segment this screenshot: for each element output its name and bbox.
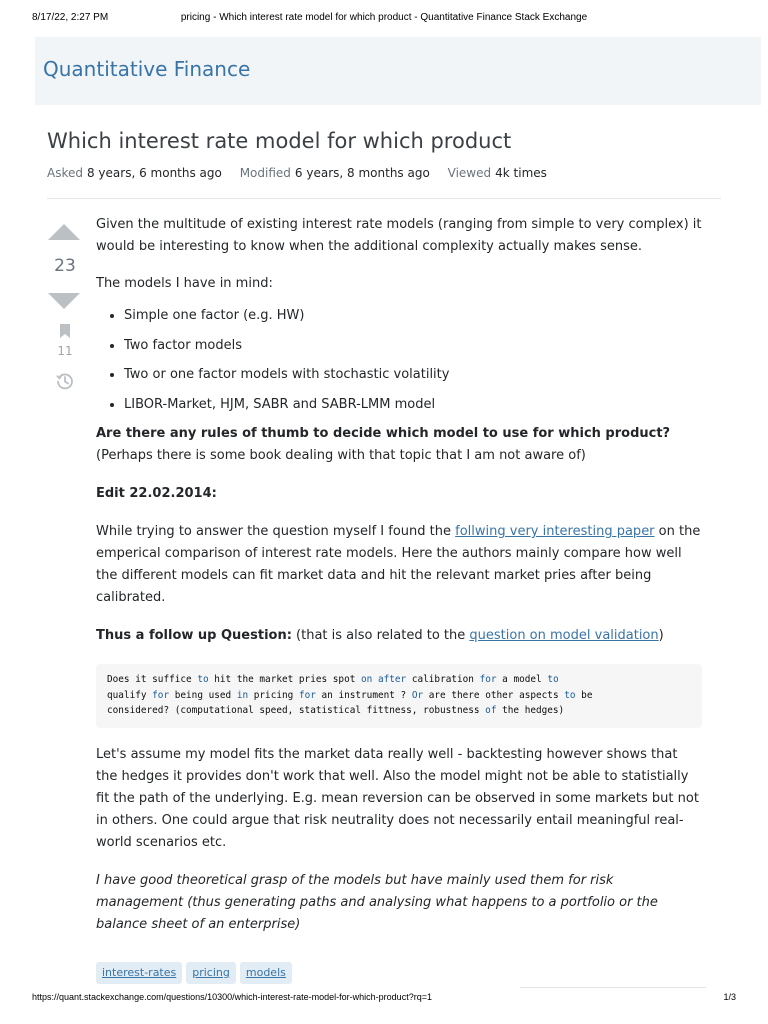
body-paragraph-1: Given the multitude of existing interest rate models (ranging from simple to very complex) it would be interesting to know when the additional complexity actually makes sense. (96, 217, 702, 254)
code-token: considered? (computational speed, statistical fittness, robustness (107, 705, 486, 716)
tag-interest-rates[interactable]: interest-rates (96, 962, 182, 984)
tag-pricing[interactable]: pricing (186, 962, 236, 984)
vote-count: 23 (54, 256, 76, 276)
code-block (96, 664, 702, 728)
meta-asked (47, 166, 222, 180)
code-token: an instrument ? (315, 689, 412, 701)
bookmark-icon[interactable] (58, 323, 72, 339)
code-keyword: for (298, 689, 316, 701)
post-body (96, 214, 702, 984)
models-list (96, 305, 702, 416)
code-token: qualify (107, 689, 153, 701)
body-paragraph-7: I have good theoretical grasp of the models but have mainly used them for risk management (thus generating paths and analysing what happens to a portfolio or the balance sheet of an enterprise) (96, 872, 658, 932)
code-keyword: in (236, 689, 249, 701)
code-keyword: Or (411, 689, 424, 701)
header-divider (47, 198, 721, 199)
meta-viewed-label: Viewed (447, 166, 492, 180)
question-meta (47, 166, 561, 180)
code-token: being used (169, 689, 237, 701)
meta-asked-label: Asked (47, 166, 83, 180)
list-item: • LIBOR-Market, HJM, SABR and SABR-LMM model (124, 394, 702, 416)
list-item: • Two or one factor models with stochastic volatility (124, 364, 702, 386)
body-paragraph-3 (96, 423, 702, 467)
meta-asked-value: 8 years, 6 months ago (86, 166, 222, 180)
print-page-number: 1/3 (723, 992, 736, 1002)
paper-link[interactable]: follwing very interesting paper (455, 524, 655, 539)
tag-models[interactable]: models (240, 962, 292, 984)
edit-heading: Edit 22.02.2014: (96, 486, 217, 501)
code-token: are there other aspects (423, 689, 565, 701)
downvote-arrow-icon[interactable] (48, 293, 80, 309)
code-token: a model (496, 674, 548, 685)
print-datetime: 8/17/22, 2:27 PM (32, 12, 109, 23)
meta-modified (240, 166, 430, 180)
code-keyword: for (152, 689, 170, 701)
code-token: be (575, 689, 593, 701)
code-line-3 (107, 703, 692, 719)
list-item: • Simple one factor (e.g. HW) (124, 305, 702, 327)
history-icon[interactable] (55, 371, 75, 391)
body-paragraph-6: Let's assume my model fits the market data really well - backtesting however shows that the hedges it provides don't work that well. Also the model might not be able to statistially fit the path of the underlying. E.g. mean reversion can be observed in some markets but not in others. One could argue that risk neutrality does not necessarily entail meaningful real-world scenarios etc. (96, 746, 699, 850)
code-token: hit the market pries spot (208, 674, 362, 685)
meta-viewed (448, 166, 547, 180)
body-paragraph-5 (96, 625, 702, 647)
code-keyword: of (485, 705, 497, 716)
site-name-link[interactable]: Quantitative Finance (43, 57, 251, 81)
code-keyword: to (197, 674, 209, 685)
code-token: pricing (248, 689, 299, 701)
paper-text-before: While trying to answer the question myself I found the (96, 524, 456, 539)
bookmark-count: 11 (57, 344, 73, 358)
print-header (32, 12, 736, 26)
list-item: • Two factor models (124, 335, 702, 357)
print-page-title: pricing - Which interest rate model for which product - Quantitative Finance Stack Exchange (180, 12, 588, 23)
code-keyword: on (361, 674, 373, 685)
code-keyword: to (564, 689, 576, 701)
print-footer (32, 992, 736, 1006)
code-token: calibration (406, 674, 480, 685)
code-keyword: after (377, 674, 407, 685)
body-paragraph-2: The models I have in mind: (96, 276, 273, 291)
code-keyword: to (547, 674, 559, 685)
code-line-2 (107, 688, 692, 704)
meta-viewed-value: 4k times (495, 166, 547, 180)
code-line-1 (107, 672, 692, 688)
meta-modified-value[interactable]: 6 years, 8 months ago (294, 166, 430, 180)
paper-text-after: on the emperical comparison of interest rate models. Here the authors mainly compare how well the different models can fit market data and hit the relevant market pries after being calibrated. (96, 524, 701, 605)
footer-divider (520, 987, 706, 988)
upvote-arrow-icon[interactable] (48, 224, 80, 240)
code-keyword: for (479, 674, 497, 685)
body-paragraph-4 (96, 521, 702, 609)
rules-question-rest: (Perhaps there is some book dealing with that topic that I am not aware of) (96, 448, 586, 463)
code-token: Does it suffice (107, 674, 198, 685)
question-title[interactable]: Which interest rate model for which product (47, 129, 512, 153)
follow-up-after: ) (658, 628, 664, 643)
print-url: https://quant.stackexchange.com/questions/10300/which-interest-rate-model-for-which-product?rq=1 (32, 992, 432, 1002)
code-token: the hedges) (496, 705, 565, 716)
follow-up-before: (that is also related to the (291, 628, 470, 643)
tag-list (96, 962, 702, 984)
site-header (35, 37, 761, 105)
rules-question-bold: Are there any rules of thumb to decide which model to use for which product? (96, 426, 671, 441)
follow-up-bold: Thus a follow up Question: (96, 628, 292, 643)
model-validation-link[interactable]: question on model validation (469, 628, 659, 643)
meta-modified-label: Modified (239, 166, 291, 180)
